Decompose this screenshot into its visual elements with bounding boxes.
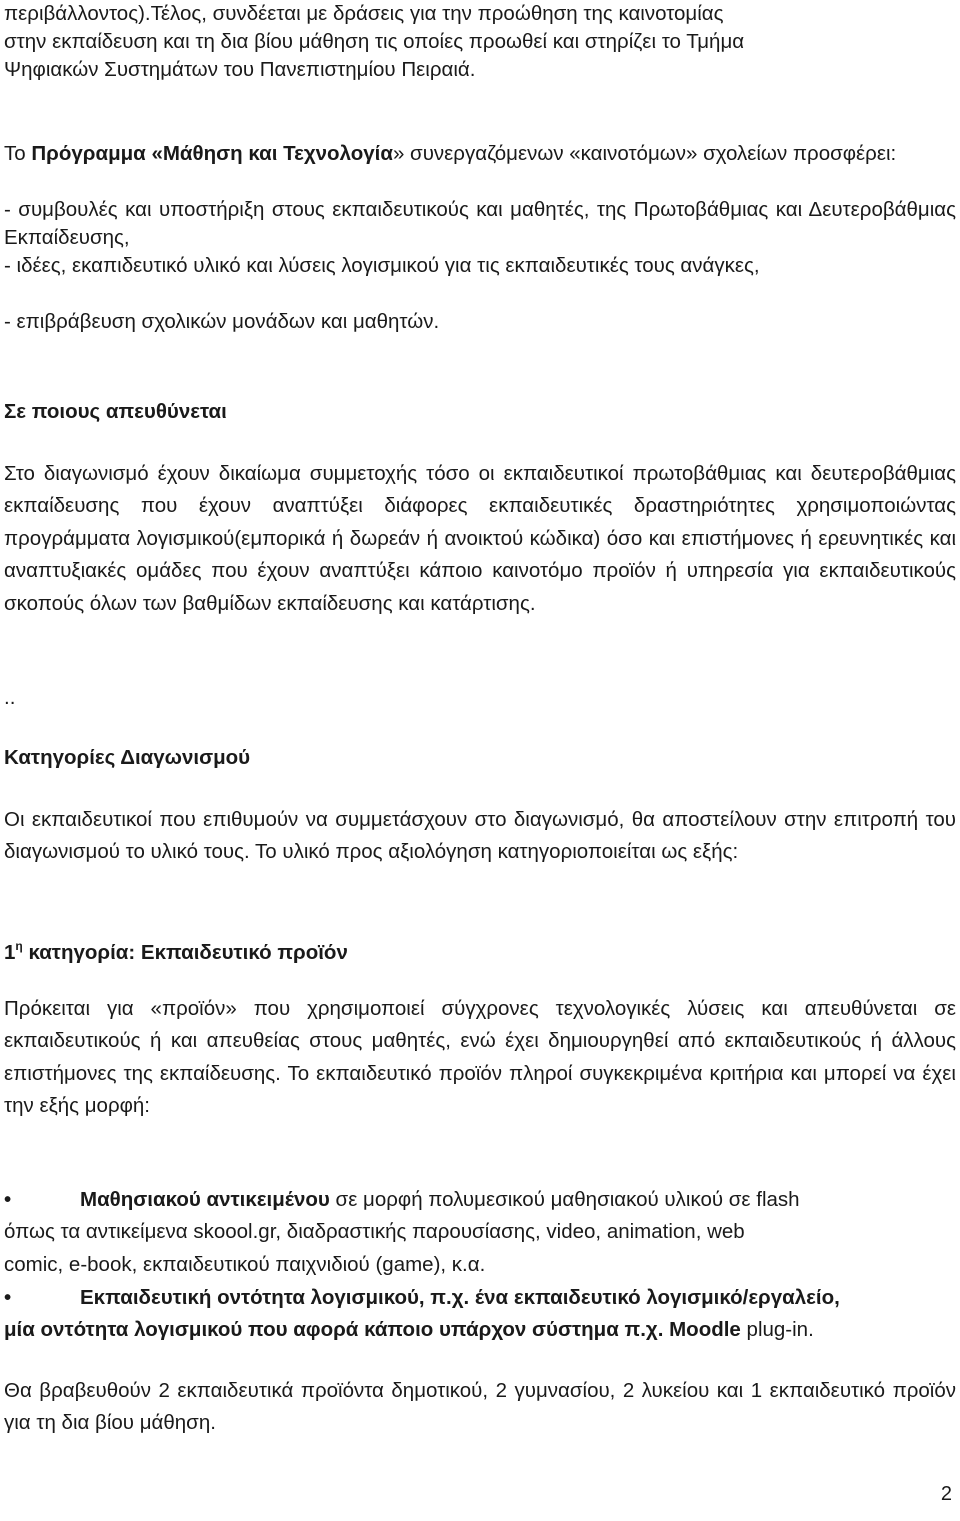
category-1-title: κατηγορία: Εκπαιδευτικό προϊόν xyxy=(22,941,348,964)
program-item-1: - συμβουλές και υποστήριξη στους εκπαιδευτικούς και μαθητές, της Πρωτοβάθμιας και Δευτεροβάθμιας Εκπαίδευσης, xyxy=(4,198,956,249)
bullet-2-bold: μία οντότητα λογισμικού που αφορά κάποιο υπάρχον σύστημα π.χ. Moodle xyxy=(4,1318,741,1342)
intro-line-2: στην εκπαίδευση και τη δια βίου μάθηση τις οποίες προωθεί και στηρίζει το Τμήμα xyxy=(4,30,745,53)
categories-heading: Κατηγορίες Διαγωνισμού xyxy=(4,746,251,769)
category-1-paragraph: Πρόκειται για «προϊόν» που χρησιμοποιεί σύγχρονες τεχνολογικές λύσεις και απευθύνεται σε εκπαιδευτικούς ή και απευθείας στους μαθητές, ενώ έχει δημιουργηθεί από εκπαιδευτικούς ή άλλους επιστήμονες της εκπαίδευσης. Το εκπαιδευτικό προϊόν πληροί συγκεκριμένα κριτήρια και μπορεί να έχει την εξής μορφή: xyxy=(4,997,956,1118)
awards-paragraph: Θα βραβευθούν 2 εκπαιδευτικά προϊόντα δημοτικού, 2 γυμνασίου, 2 λυκείου και 1 εκπαιδευτικό προϊόν για τη δια βίου μάθηση. xyxy=(4,1379,956,1435)
bullet-2-line-2 xyxy=(4,1314,956,1346)
program-name: Πρόγραμμα «Μάθηση και Τεχνολογία xyxy=(31,142,393,165)
program-paragraph xyxy=(4,140,956,168)
category-1-number: 1 xyxy=(4,941,16,964)
program-item-2: - ιδέες, εκαπιδευτικό υλικό και λύσεις λογισμικού για τις εκπαιδευτικές τους ανάγκες, xyxy=(4,254,760,277)
bullet-2-line-1: Εκπαιδευτική οντότητα λογισμικού, π.χ. ένα εκπαιδευτικό λογισμικό/εργαλείο, xyxy=(80,1286,840,1309)
bullet-1-bold: Μαθησιακού αντικειμένου xyxy=(80,1188,330,1211)
program-lead: Το xyxy=(4,142,32,165)
bullet-1-rest: σε μορφή πολυμεσικού μαθησιακού υλικού σε flash xyxy=(329,1188,800,1211)
audience-heading: Σε ποιους απευθύνεται xyxy=(4,400,227,423)
category-1-ordinal: η xyxy=(15,939,23,953)
page-number: 2 xyxy=(940,1483,952,1505)
bullet-1-line-1 xyxy=(4,1184,956,1216)
category-1-heading xyxy=(4,932,956,967)
intro-line-1: περιβάλλοντος).Τέλος, συνδέεται με δράσεις για την προώθηση της καινοτομίας xyxy=(4,2,724,25)
program-item-3: - επιβράβευση σχολικών μονάδων και μαθητών. xyxy=(4,310,440,333)
bullet-symbol: • xyxy=(4,1188,12,1211)
bullet-1-line-2: όπως τα αντικείμενα skoool.gr, διαδραστικής παρουσίασης, video, animation, web xyxy=(4,1220,745,1244)
bullet-item-2 xyxy=(4,1282,956,1347)
categories-paragraph: Οι εκπαιδευτικοί που επιθυμούν να συμμετάσχουν στο διαγωνισμό, θα αποστείλουν στην επιτροπή του διαγωνισμού το υλικό τους. Το υλικό προς αξιολόγηση κατηγοριοποιείται ως εξής: xyxy=(4,808,956,864)
audience-paragraph: Στο διαγωνισμό έχουν δικαίωμα συμμετοχής τόσο οι εκπαιδευτικοί πρωτοβάθμιας και δευτεροβάθμιας εκπαίδευσης που έχουν αναπτύξει διάφορες εκπαιδευτικές δραστηριότητες χρησιμοποιώντας προγράμματα λογισμικού(εμπορικά ή δωρεάν ή ανοικτού κώδικα) όσο και επιστήμονες ή ερευνητικές και αναπτυξιακές ομάδες που έχουν αναπτύξει κάποιο καινοτόμο προϊόν ή υπηρεσία για εκπαιδευτικούς σκοπούς όλων των βαθμίδων εκπαίδευσης και κατάρτισης. xyxy=(4,462,956,615)
bullet-2-rest: plug-in. xyxy=(740,1318,814,1342)
bullet-item-1 xyxy=(4,1184,956,1281)
intro-paragraph xyxy=(4,0,956,84)
intro-line-3: Ψηφιακών Συστημάτων του Πανεπιστημίου Πειραιά. xyxy=(4,58,476,81)
bullet-1-line-3: comic, e-book, εκπαιδευτικού παιχνιδιού (game), κ.α. xyxy=(4,1252,486,1276)
separator-dots: .. xyxy=(4,686,16,709)
program-rest: » συνεργαζόμενων «καινοτόμων» σχολείων προσφέρει: xyxy=(392,142,897,165)
bullet-symbol: • xyxy=(4,1286,12,1309)
